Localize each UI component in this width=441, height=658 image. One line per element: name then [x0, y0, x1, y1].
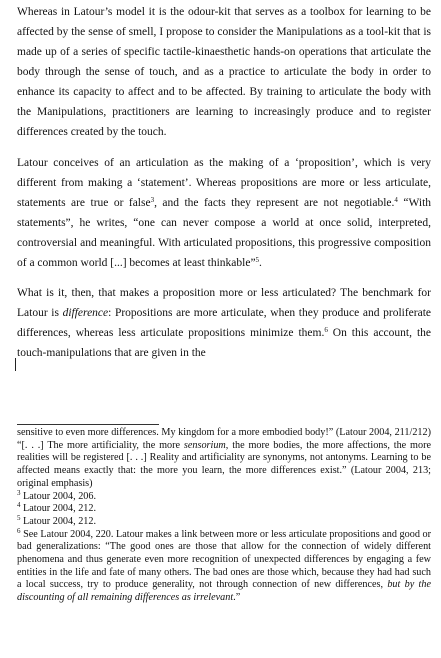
footnote-6-text-a: See Latour 2004, 220. Latour makes a link between more or less articulate propositions and good or bad generalizations: “The good ones are those that allow for the connection of widely different phenomena and thus generate even more recognition of unexpected differences by engaging a few entities in the life and fate of many others. The bad ones are those which, because they had had such a local success, try to produce generality, not through connection of new differences, [17, 528, 431, 591]
paragraph-3-text-a: What is it, then, that makes a proposition more or less articulated? The benchmark for Latour is [17, 287, 431, 319]
footnote-6-emphasis: but by the discounting of all remaining differences as irrelevant [17, 579, 431, 604]
paragraph-2 [17, 153, 431, 273]
paragraph-2-text-d: . [259, 257, 262, 269]
paragraph-2-text-a: Latour conceives of an articulation as the making of a ‘proposition’, which is very different from making a ‘statement’. Whereas propositions are more or less articulate, statements are true or false [17, 157, 431, 209]
footnote-ref-5[interactable]: 5 [255, 256, 260, 264]
footnote-6 [17, 526, 431, 605]
footnote-6-number: 6 [17, 526, 21, 535]
footnote-3 [17, 488, 431, 504]
paragraph-1-text: Whereas in Latour’s model it is the odour-kit that serves as a toolbox for learning to be affected by the sense of smell, I propose to consider the Manipulations as a tool-kit that is made up of a series of specific tactile-kinaesthetic hands-on operations that articulate the body through the sense of touch, and as a practice to articulate the body in order to enhance its capacity to affect and to be affected. By training to articulate the body with the Manipulations, practitioners are learning to increasingly produce and to register differences created by the touch. [17, 6, 431, 138]
footnote-ref-3[interactable]: 3 [150, 196, 155, 204]
footnote-3-text: Latour 2004, 206. [20, 490, 97, 502]
text-cursor [15, 358, 16, 371]
footnote-ref-4[interactable]: 4 [394, 196, 398, 204]
footnote-3-number: 3 [17, 488, 21, 497]
footnote-5-number: 5 [17, 513, 21, 522]
footnotes [17, 427, 431, 605]
main-text [17, 2, 431, 373]
footnote-continuation-text-b: , the more bodies, the more affections, the more realities will be registered [. . .] Reality and artificiality are synonyms, not antonyms. Learning to be affected means exactly that: the more you learn, the more differences exist.” (Latour 2004, 213; original emphasis) [17, 439, 431, 489]
paragraph-3-emphasis: difference [62, 307, 109, 319]
paragraph-3-text-b: : Propositions are more articulate, when they produce and proliferate differences, whereas less articulate propositions minimize them. [17, 307, 432, 339]
paragraph-2-text-c: “With statements”, he writes, “one can never compose a world at once solid, interpreted, controversial and meaningful. With articulated propositions, this progressive composition of a common world [...] becomes at least thinkable” [17, 197, 432, 269]
footnote-separator [17, 424, 159, 425]
footnote-5 [17, 513, 431, 529]
footnote-ref-6[interactable]: 6 [324, 326, 328, 334]
paragraph-2-text-b: , and the facts they represent are not negotiable. [154, 197, 395, 209]
footnote-continuation-emphasis: sensorium [183, 439, 226, 451]
footnote-4-text: Latour 2004, 212. [20, 503, 97, 515]
footnote-4-number: 4 [17, 501, 21, 510]
paragraph-3-text-c: On this account, the touch-manipulations that are given in the [17, 327, 431, 359]
footnote-continuation-text-a: sensitive to even more differences. My kingdom for a more embodied body!” (Latour 2004, 211/212) “[. . .] The more artificiality, the more [17, 427, 431, 451]
footnote-4 [17, 503, 431, 516]
footnote-6-text-b: .” [233, 592, 241, 604]
paragraph-3 [17, 283, 431, 363]
footnote-continuation [17, 427, 431, 491]
footnote-5-text: Latour 2004, 212. [20, 515, 97, 527]
paragraph-1 [17, 2, 431, 142]
